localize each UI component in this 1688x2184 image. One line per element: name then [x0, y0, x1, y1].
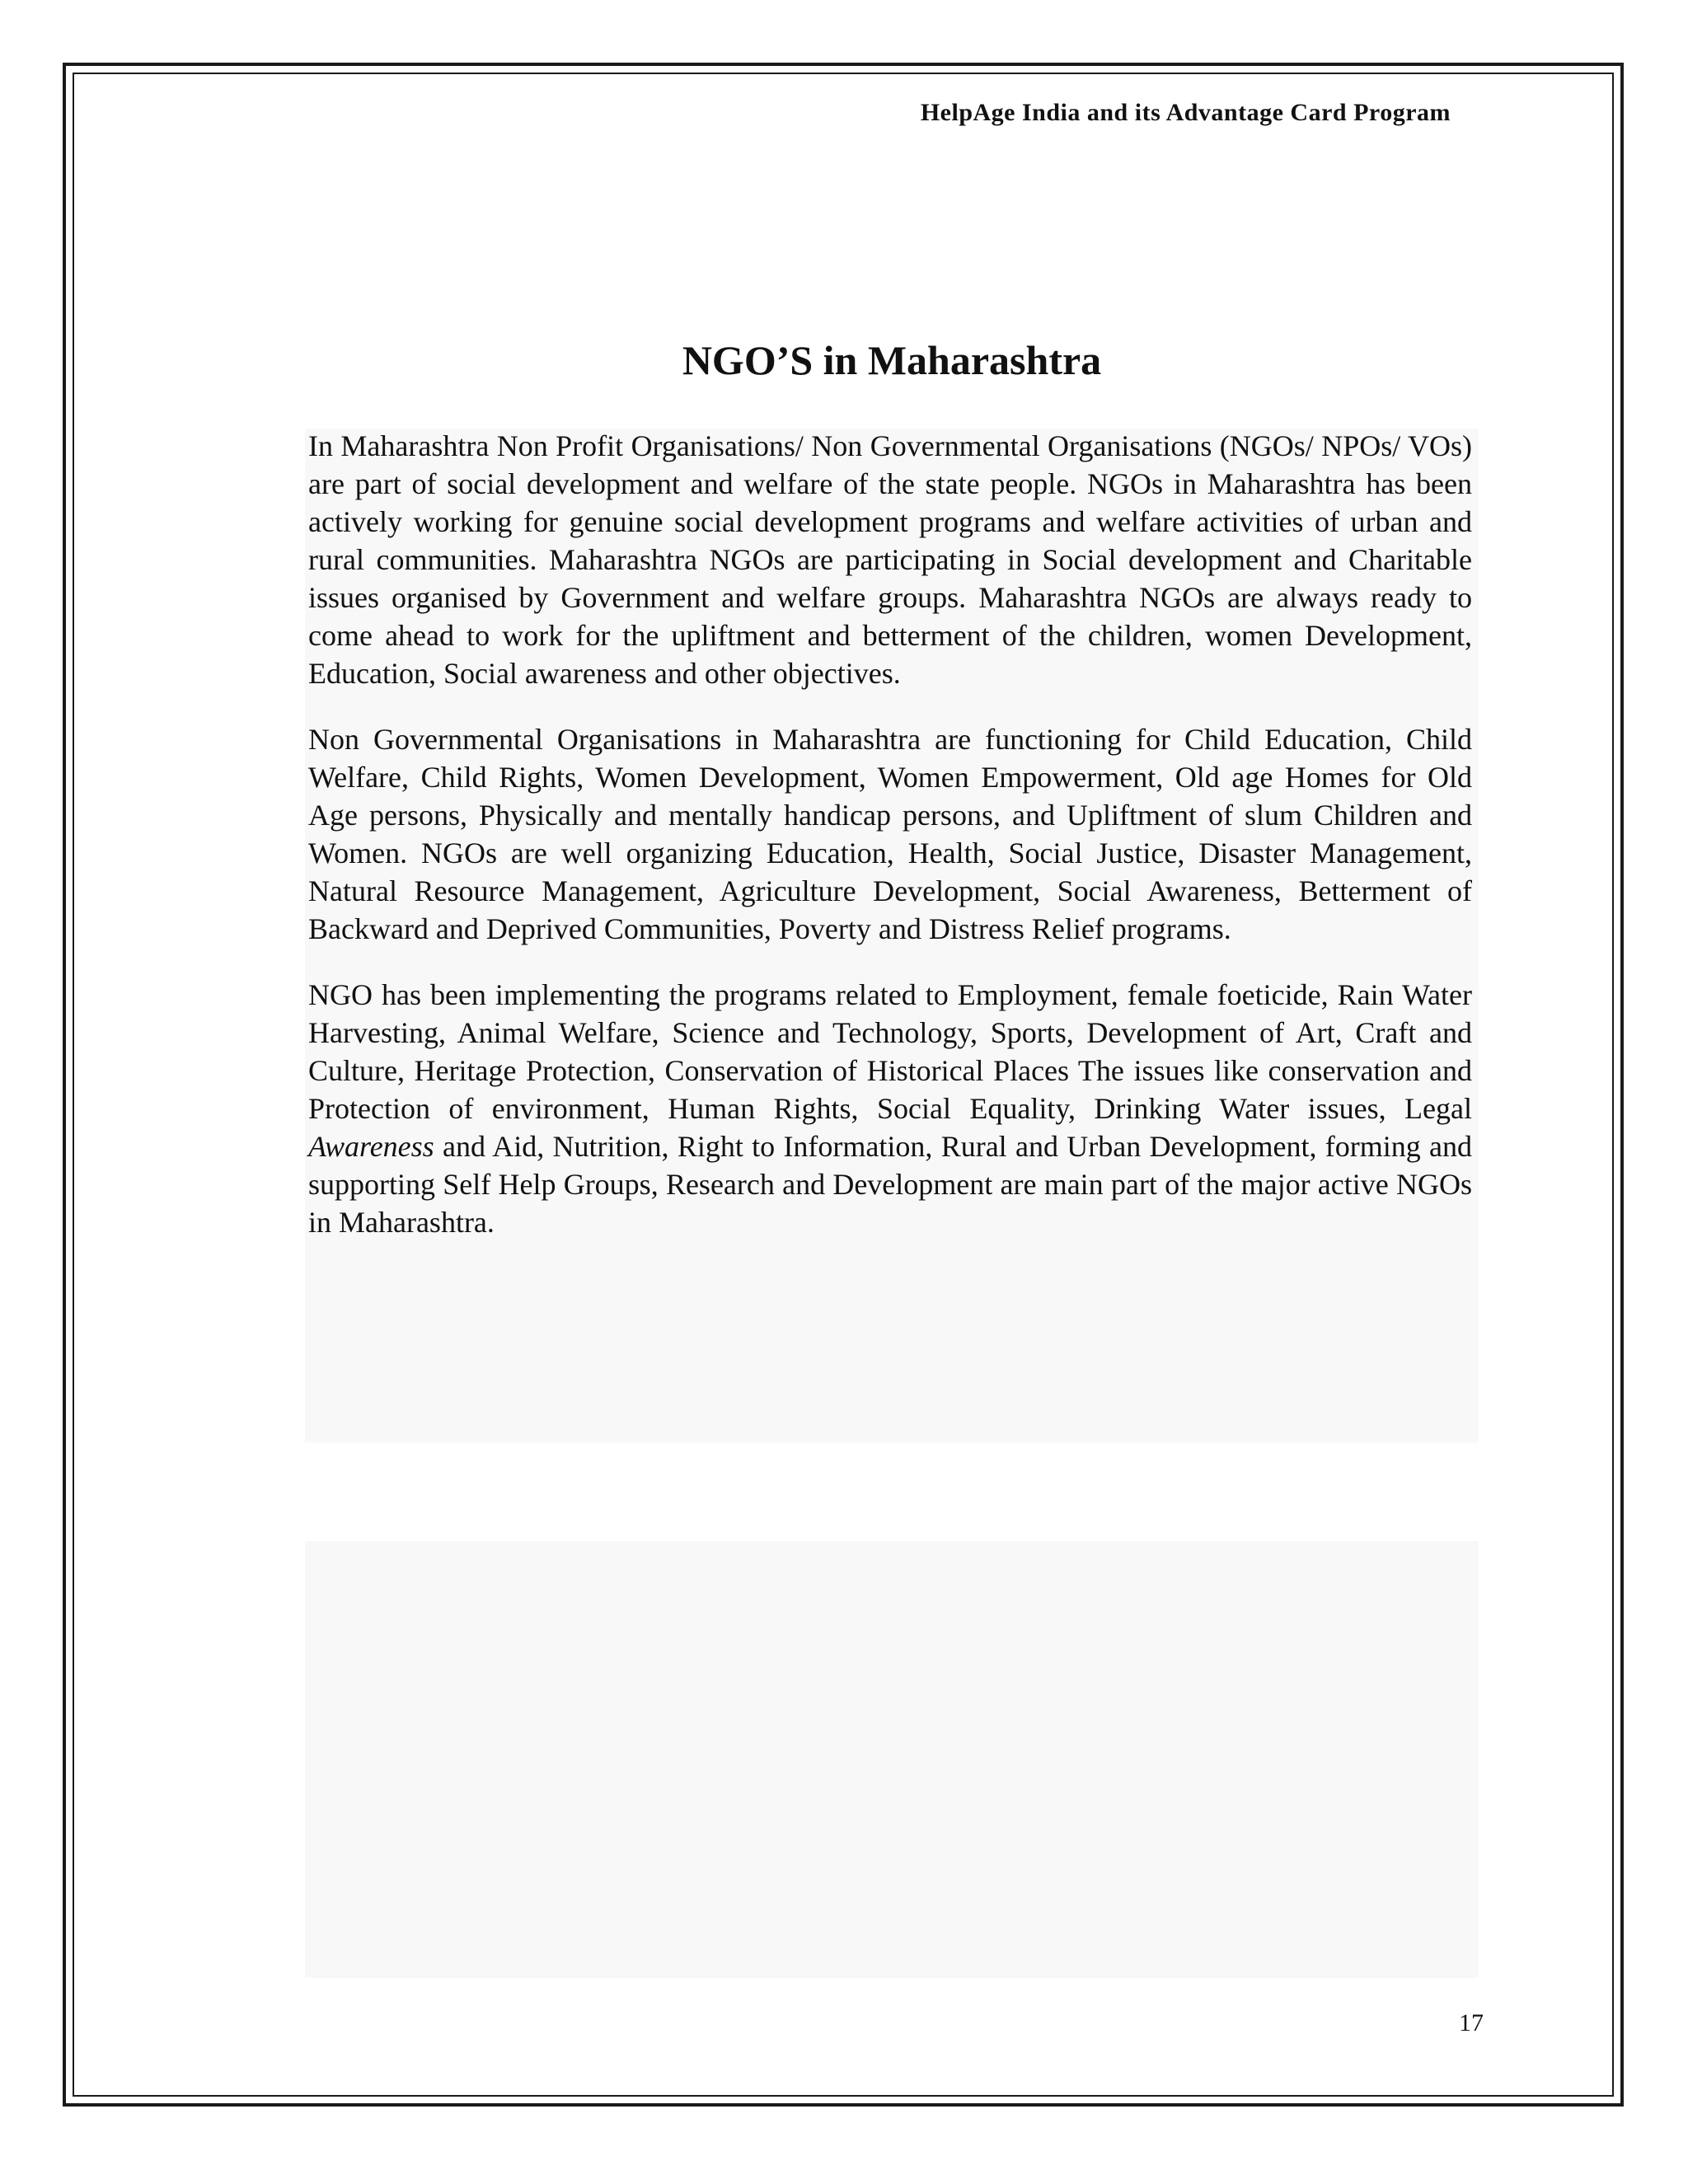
paragraph-2: Non Governmental Organisations in Maharashtra are functioning for Child Education, Child Welfare, Child Rights, Women Development, Women Empowerment, Old age Homes for Old Age persons, Physically and mentally handicap persons, and Upliftment of slum Children and Women. NGOs are well organizing Education, Health, Social Justice, Disaster Management, Natural Resource Management, Agriculture Development, Social Awareness, Betterment of Backward and Deprived Communities, Poverty and Distress Relief programs. [308, 723, 1472, 945]
running-header: HelpAge India and its Advantage Card Program [920, 99, 1451, 126]
paragraph-3 [308, 976, 1472, 1241]
paragraph-3-emphasis: Awareness [308, 1130, 434, 1163]
paragraph-3-text-end: and Aid, Nutrition, Right to Information, Rural and Urban Development, forming and supporting Self Help Groups, Research and Development are main part of the major active NGOs in Maharashtra. [308, 1130, 1472, 1239]
body-text [308, 427, 1472, 1269]
page-number: 17 [1459, 2009, 1484, 2036]
text-shading-bottom [305, 1541, 1479, 1978]
paragraph-1: In Maharashtra Non Profit Organisations/ Non Governmental Organisations (NGOs/ NPOs/ VOs) are part of social development and welfare of the state people. NGOs in Maharashtra has been actively working for genuine social development programs and welfare activities of urban and rural communities. Maharashtra NGOs are participating in Social development and Charitable issues organised by Government and welfare groups. Maharashtra NGOs are always ready to come ahead to work for the upliftment and betterment of the children, women Development, Education, Social awareness and other objectives. [308, 429, 1472, 690]
paragraph-3-text-start: NGO has been implementing the programs related to Employment, female foeticide, Rain Water Harvesting, Animal Welfare, Science and Technology, Sports, Development of Art, Craft and Culture, Heritage Protection, Conservation of Historical Places The issues like conservation and Protection of environment, Human Rights, Social Equality, Drinking Water issues, Legal [308, 978, 1472, 1125]
page-title: NGO’S in Maharashtra [682, 337, 1102, 383]
